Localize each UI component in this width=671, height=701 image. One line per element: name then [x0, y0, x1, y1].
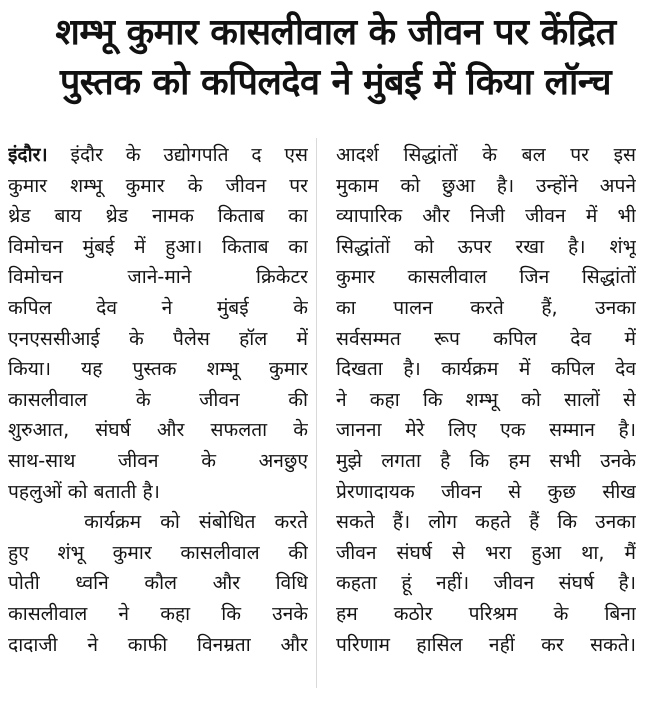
- column-line: सकते हैं। लोग कहते हैं कि उनका: [336, 510, 636, 534]
- column-line: एनएससीआई के पैलेस हॉल में: [8, 326, 308, 350]
- column-line: कपिल देव ने मुंबई के: [8, 295, 308, 319]
- column-line: मुकाम को छुआ है। उन्होंने अपने: [336, 173, 636, 197]
- column-line: कुमार कासलीवाल जिन सिद्धांतों: [336, 265, 636, 289]
- article-column-right: [336, 140, 636, 660]
- column-line: शुरुआत, संघर्ष और सफलता के: [8, 418, 308, 442]
- column-line: सिद्धांतों को ऊपर रखा है। शंभू: [336, 234, 636, 258]
- column-line: आदर्श सिद्धांतों के बल पर इस: [336, 143, 636, 166]
- column-line: जानना मेरे लिए एक सम्मान है।: [336, 418, 636, 442]
- column-line: साथ-साथ जीवन के अनछुए: [8, 448, 308, 472]
- column-line: मुझे लगता है कि हम सभी उनके: [336, 448, 636, 472]
- column-line: प्रेरणादायक जीवन से कुछ सीख: [336, 479, 636, 503]
- column-line: पहलुओं को बताती है।: [8, 479, 160, 503]
- column-line: सर्वसम्मत रूप कपिल देव में: [336, 326, 636, 350]
- column-line: थ्रेड बाय थ्रेड नामक किताब का: [8, 204, 308, 228]
- column-line: कुमार शम्भू कुमार के जीवन पर: [8, 173, 308, 197]
- article-column-left: [8, 140, 308, 660]
- headline: [8, 8, 663, 108]
- column-line: व्यापारिक और निजी जीवन में भी: [336, 204, 636, 228]
- dateline: इंदौर।: [8, 143, 48, 166]
- headline-line-1: शम्भू कुमार कासलीवाल के जीवन पर केंद्रित: [55, 12, 616, 53]
- column-divider: [316, 138, 317, 688]
- column-line: कार्यक्रम को संबोधित करते: [8, 510, 308, 534]
- column-line: विमोचन मुंबई में हुआ। किताब का: [8, 234, 308, 258]
- column-line: हुए शंभू कुमार कासलीवाल की: [8, 540, 308, 564]
- column-line-text: इंदौर के उद्योगपति द एस: [47, 143, 308, 166]
- column-line: कासलीवाल ने कहा कि उनके: [8, 601, 308, 625]
- column-line: जीवन संघर्ष से भरा हुआ था, मैं: [336, 540, 636, 564]
- column-line: पोती ध्वनि कौल और विधि: [8, 571, 308, 595]
- column-line: [8, 140, 308, 171]
- column-line: विमोचन जाने-माने क्रिकेटर: [8, 265, 308, 289]
- column-line: दादाजी ने काफी विनम्रता और: [8, 632, 308, 656]
- column-line: का पालन करते हैं, उनका: [336, 295, 636, 319]
- column-line: परिणाम हासिल नहीं कर सकते।: [336, 632, 636, 656]
- column-line: ने कहा कि शम्भू को सालों से: [336, 387, 636, 411]
- column-line: किया। यह पुस्तक शम्भू कुमार: [8, 357, 308, 381]
- column-line: दिखता है। कार्यक्रम में कपिल देव: [336, 357, 636, 381]
- column-line: हम कठोर परिश्रम के बिना: [336, 601, 636, 625]
- column-line: कासलीवाल के जीवन की: [8, 387, 308, 411]
- column-line: कहता हूं नहीं। जीवन संघर्ष है।: [336, 571, 636, 595]
- headline-line-2: पुस्तक को कपिलदेव ने मुंबई में किया लॉन्च: [59, 62, 612, 103]
